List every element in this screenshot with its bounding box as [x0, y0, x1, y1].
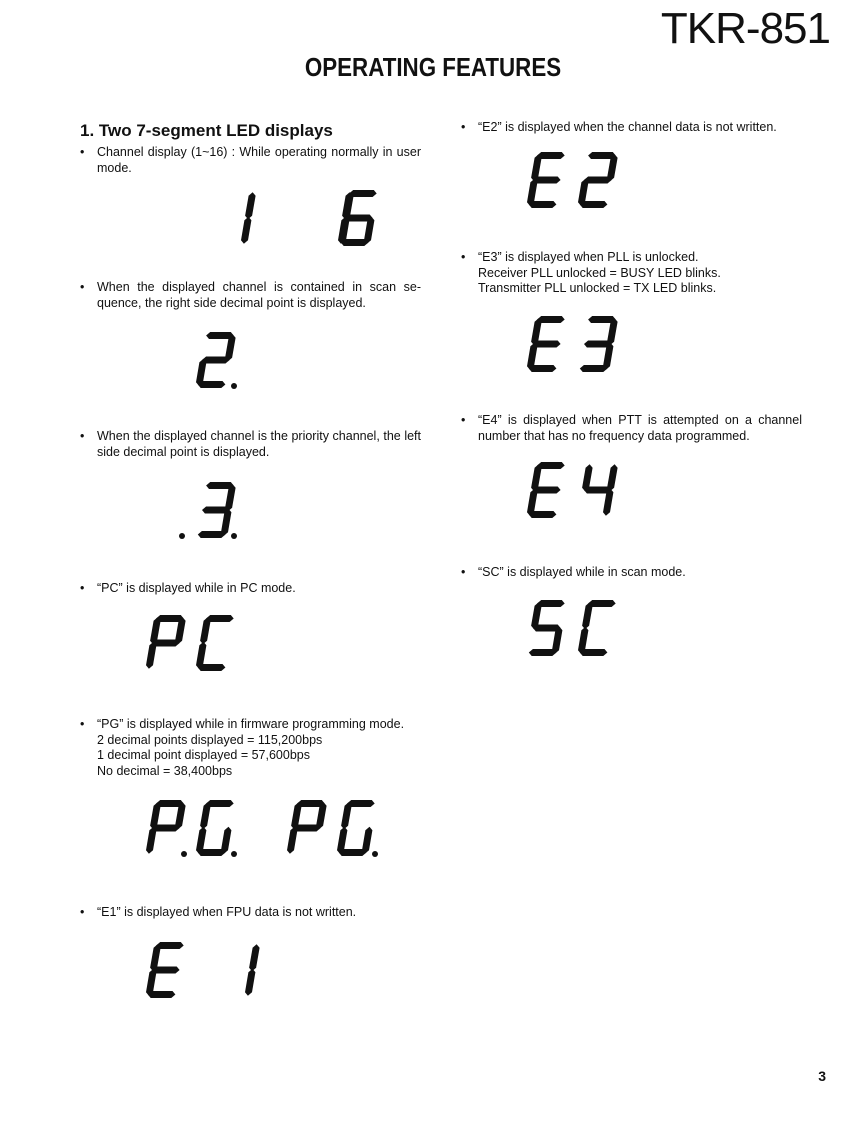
item-text-line: No decimal = 38,400bps: [97, 763, 233, 778]
list-item-e1: [80, 905, 421, 921]
list-item-channel-display: [80, 145, 421, 176]
led-segment-d: [198, 381, 226, 388]
list-item-e2: [461, 120, 802, 136]
item-text-line: Transmitter PLL unlocked = TX LED blinks.: [478, 281, 717, 295]
led-segment-c: [362, 827, 372, 854]
led-segment-c: [241, 217, 251, 244]
decimal-point-right: [231, 533, 237, 539]
model-number: TKR-851: [660, 4, 830, 53]
bullet-icon: •: [80, 429, 85, 443]
led-segment-f: [341, 802, 352, 829]
led-segment-d: [529, 201, 557, 208]
led-segment-f: [200, 617, 211, 644]
led-display-pc: [145, 615, 240, 677]
item-text-line: Receiver PLL unlocked = BUSY LED blinks.: [478, 265, 721, 280]
item-text-line: “PG” is displayed while in firmware programming mode.: [97, 717, 405, 731]
led-segment-e: [287, 827, 297, 854]
decimal-point-right: [372, 851, 378, 857]
led-display-e4: [526, 462, 621, 524]
item-text-line: number that has no frequency data programmed.: [478, 428, 750, 443]
bullet-icon: •: [461, 120, 466, 134]
item-text-line: “E4” is displayed when PTT is attempted on a channel: [478, 413, 802, 427]
led-segment-b: [245, 192, 256, 219]
item-text-line: quence, the right side decimal point is displayed.: [97, 295, 366, 310]
led-display-channel-1-16: [215, 190, 385, 254]
item-text-line: mode.: [97, 160, 132, 175]
item-text-line: 1 decimal point displayed = 57,600bps: [97, 748, 310, 762]
bullet-icon: •: [461, 413, 466, 427]
item-text-line: “PC” is displayed while in PC mode.: [97, 581, 296, 595]
led-segment-d: [580, 649, 608, 656]
section-heading: 1. Two 7-segment LED displays: [80, 121, 333, 140]
led-display-e2: [526, 152, 621, 214]
bullet-icon: •: [461, 565, 466, 579]
item-text-line: “SC” is displayed while in scan mode.: [478, 565, 686, 579]
item-text-line: “E2” is displayed when the channel data is not written.: [478, 120, 777, 134]
led-segment-b: [607, 464, 618, 491]
list-item-pc-mode: [80, 581, 421, 597]
list-item-e3: [461, 250, 802, 297]
led-segment-c: [245, 969, 255, 996]
led-display-e1: [145, 942, 240, 1004]
item-text-line: When the displayed channel is contained in scan se-: [97, 280, 421, 294]
led-segment-e: [146, 642, 156, 669]
decimal-point-right: [231, 851, 237, 857]
led-segment-d: [198, 664, 226, 671]
list-item-pg-mode: [80, 717, 427, 779]
led-segment-f: [582, 602, 593, 629]
led-segment-f: [200, 802, 211, 829]
bullet-icon: •: [80, 717, 85, 731]
led-segment-d: [529, 649, 557, 656]
led-segment-d: [198, 531, 226, 538]
bullet-icon: •: [80, 581, 85, 595]
led-segment-d: [580, 365, 608, 372]
list-item-e4: [461, 413, 802, 444]
led-segment-c: [221, 827, 231, 854]
led-display-e3: [526, 316, 621, 378]
item-text-line: 2 decimal points displayed = 115,200bps: [97, 732, 323, 747]
led-display-sc: [526, 600, 621, 662]
item-text-line: “E3” is displayed when PLL is unlocked.: [478, 250, 699, 264]
led-segment-b: [249, 944, 260, 971]
led-segment-d: [529, 511, 557, 518]
item-text-line: side decimal point is displayed.: [97, 444, 270, 459]
item-text-line: Channel display (1~16) : While operating normally in user: [97, 145, 421, 159]
led-display-3-dp: [177, 482, 247, 544]
list-item-sc-mode: [461, 565, 802, 581]
led-segment-d: [529, 365, 557, 372]
list-item-scan-sequence: [80, 280, 421, 311]
decimal-point-left: [179, 533, 185, 539]
bullet-icon: •: [80, 145, 85, 159]
item-text-line: When the displayed channel is the priority channel, the left: [97, 429, 421, 443]
bullet-icon: •: [80, 905, 85, 919]
bullet-icon: •: [80, 280, 85, 294]
bullet-icon: •: [461, 250, 466, 264]
led-segment-d: [148, 991, 176, 998]
list-item-priority-channel: [80, 429, 421, 460]
led-segment-d: [580, 201, 608, 208]
decimal-point-right: [181, 851, 187, 857]
decimal-point-right: [231, 383, 237, 389]
led-segment-g: [345, 215, 373, 222]
item-text-line: “E1” is displayed when FPU data is not written.: [97, 905, 357, 919]
page-title: OPERATING FEATURES: [304, 52, 562, 82]
led-display-pg: [145, 800, 385, 862]
led-display-2-dp: [195, 332, 245, 394]
page-number: 3: [818, 1068, 826, 1084]
led-segment-e: [146, 827, 156, 854]
